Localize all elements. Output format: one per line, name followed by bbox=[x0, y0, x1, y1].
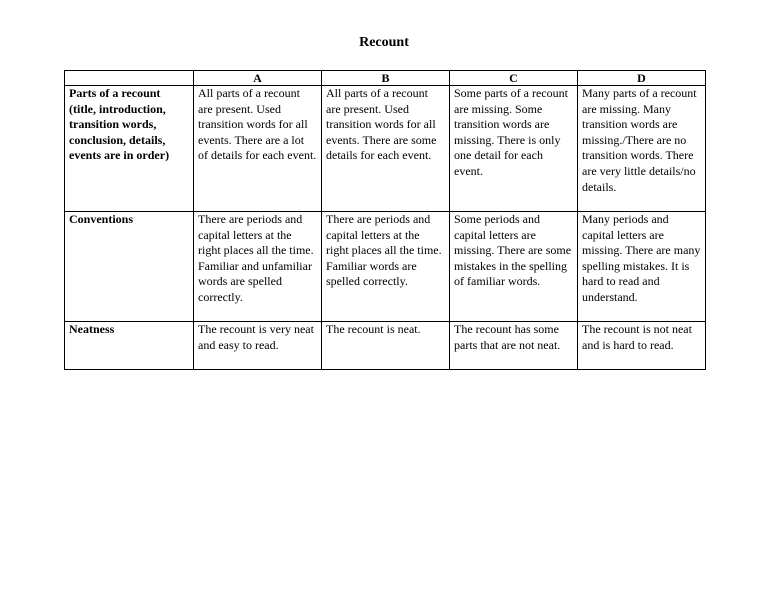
criterion-parts-of-recount: Parts of a recount (title, introduction, transition words, conclusion, details, events are in order) bbox=[65, 86, 194, 212]
cell-parts-a: All parts of a recount are present. Used transition words for all events. There are a lot of details for each event. bbox=[194, 86, 322, 212]
header-col-b: B bbox=[322, 71, 450, 86]
table-row bbox=[65, 86, 706, 212]
cell-parts-b: All parts of a recount are present. Used transition words for all events. There are some details for each event. bbox=[322, 86, 450, 212]
header-col-c: C bbox=[450, 71, 578, 86]
criterion-neatness: Neatness bbox=[65, 322, 194, 370]
cell-parts-d: Many parts of a recount are missing. Many transition words are missing./There are no transition words. There are very little details/no details. bbox=[578, 86, 706, 212]
cell-neatness-b: The recount is neat. bbox=[322, 322, 450, 370]
header-blank-cell bbox=[65, 71, 194, 86]
cell-conventions-a: There are periods and capital letters at the right places all the time. Familiar and unfamiliar words are spelled correctly. bbox=[194, 212, 322, 322]
table-row bbox=[65, 322, 706, 370]
header-col-d: D bbox=[578, 71, 706, 86]
page-title: Recount bbox=[359, 35, 409, 50]
criterion-conventions: Conventions bbox=[65, 212, 194, 322]
header-row bbox=[65, 71, 706, 86]
header-col-a: A bbox=[194, 71, 322, 86]
cell-conventions-b: There are periods and capital letters at the right places all the time. Familiar words are spelled correctly. bbox=[322, 212, 450, 322]
cell-parts-c: Some parts of a recount are missing. Some transition words are missing. There is only one detail for each event. bbox=[450, 86, 578, 212]
cell-conventions-d: Many periods and capital letters are missing. There are many spelling mistakes. It is hard to read and understand. bbox=[578, 212, 706, 322]
cell-neatness-c: The recount has some parts that are not neat. bbox=[450, 322, 578, 370]
cell-neatness-d: The recount is not neat and is hard to read. bbox=[578, 322, 706, 370]
cell-neatness-a: The recount is very neat and easy to read. bbox=[194, 322, 322, 370]
table-row bbox=[65, 212, 706, 322]
cell-conventions-c: Some periods and capital letters are missing. There are some mistakes in the spelling of familiar words. bbox=[450, 212, 578, 322]
rubric-table bbox=[64, 70, 706, 370]
